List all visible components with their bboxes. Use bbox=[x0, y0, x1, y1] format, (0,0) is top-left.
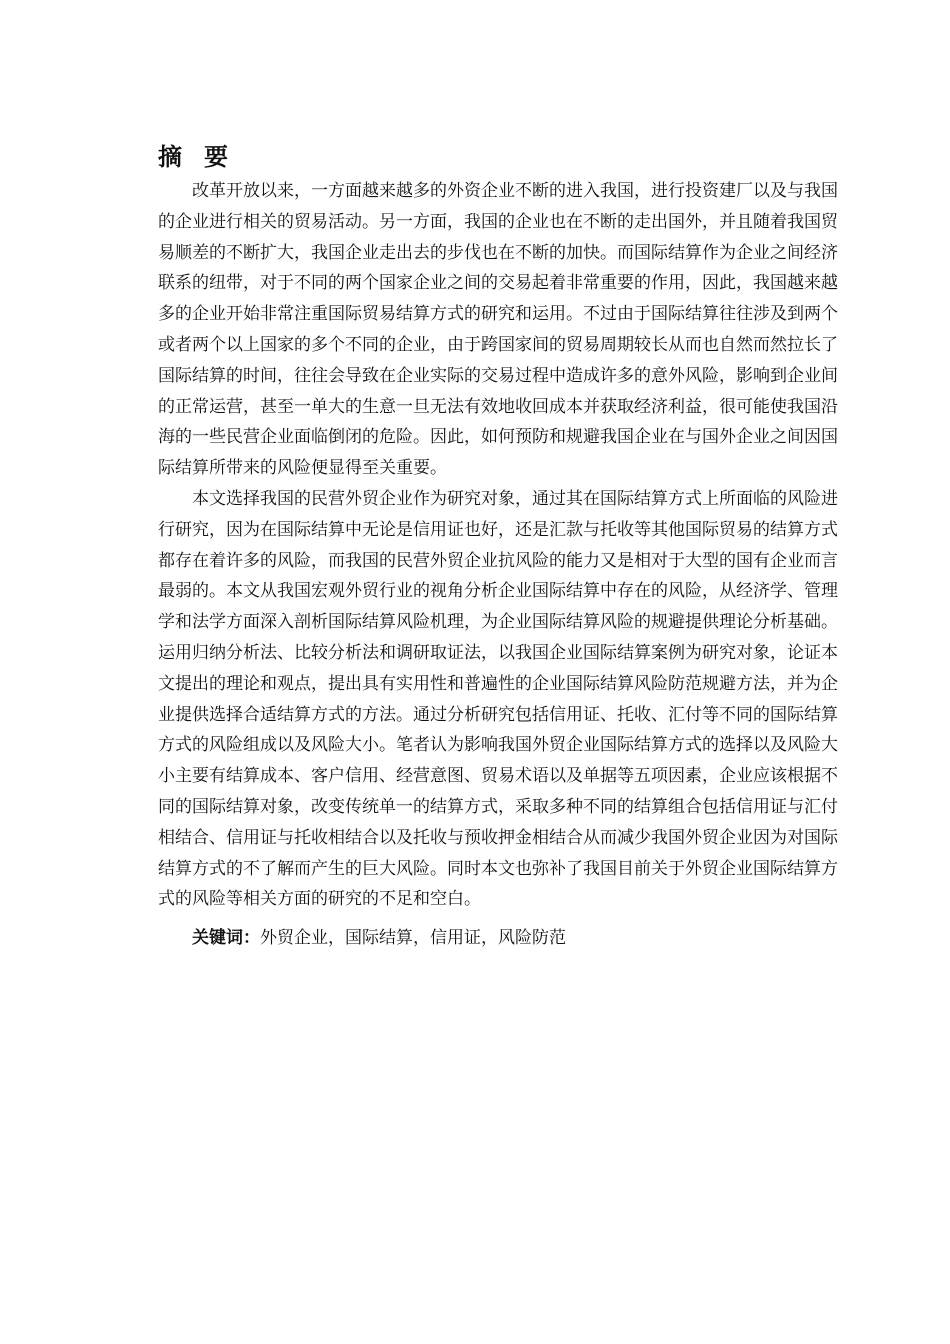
abstract-heading: 摘要 bbox=[158, 143, 250, 171]
keywords-text: 外贸企业，国际结算，信用证，风险防范 bbox=[260, 928, 566, 949]
keywords-line bbox=[158, 923, 838, 954]
abstract-paragraph-1: 改革开放以来，一方面越来越多的外资企业不断的进入我国，进行投资建厂以及与我国的企业进行相关的贸易活动。另一方面，我国的企业也在不断的走出国外，并且随着我国贸易顺差的不断扩大，我国企业走出去的步伐也在不断的加快。而国际结算作为企业之间经济联系的纽带，对于不同的两个国家企业之间的交易起着非常重要的作用，因此，我国越来越多的企业开始非常注重国际贸易结算方式的研究和运用。不过由于国际结算往往涉及到两个或者两个以上国家的多个不同的企业，由于跨国家间的贸易周期较长从而也自然而然拉长了国际结算的时间，往往会导致在企业实际的交易过程中造成许多的意外风险，影响到企业间的正常运营，甚至一单大的生意一旦无法有效地收回成本并获取经济利益，很可能使我国沿海的一些民营企业面临倒闭的危险。因此，如何预防和规避我国企业在与国外企业之间因国际结算所带来的风险便显得至关重要。 bbox=[158, 181, 838, 479]
abstract-paragraph-2: 本文选择我国的民营外贸企业作为研究对象，通过其在国际结算方式上所面临的风险进行研究，因为在国际结算中无论是信用证也好，还是汇款与托收等其他国际贸易的结算方式都存在着许多的风险，而我国的民营外贸企业抗风险的能力又是相对于大型的国有企业而言最弱的。本文从我国宏观外贸行业的视角分析企业国际结算中存在的风险，从经济学、管理学和法学方面深入剖析国际结算风险机理，为企业国际结算风险的规避提供理论分析基础。运用归纳分析法、比较分析法和调研取证法，以我国企业国际结算案例为研究对象，论证本文提出的理论和观点，提出具有实用性和普遍性的企业国际结算风险防范规避方法，并为企业提供选择合适结算方式的方法。通过分析研究包括信用证、托收、汇付等不同的国际结算方式的风险组成以及风险大小。笔者认为影响我国外贸企业国际结算方式的选择以及风险大小主要有结算成本、客户信用、经营意图、贸易术语以及单据等五项因素，企业应该根据不同的国际结算对象，改变传统单一的结算方式，采取多种不同的结算组合包括信用证与汇付相结合、信用证与托收相结合以及托收与预收押金相结合从而减少我国外贸企业因为对国际结算方式的不了解而产生的巨大风险。同时本文也弥补了我国目前关于外贸企业国际结算方式的风险等相关方面的研究的不足和空白。 bbox=[158, 488, 838, 910]
keywords-label: 关键词： bbox=[192, 928, 260, 949]
abstract-section bbox=[158, 140, 838, 954]
